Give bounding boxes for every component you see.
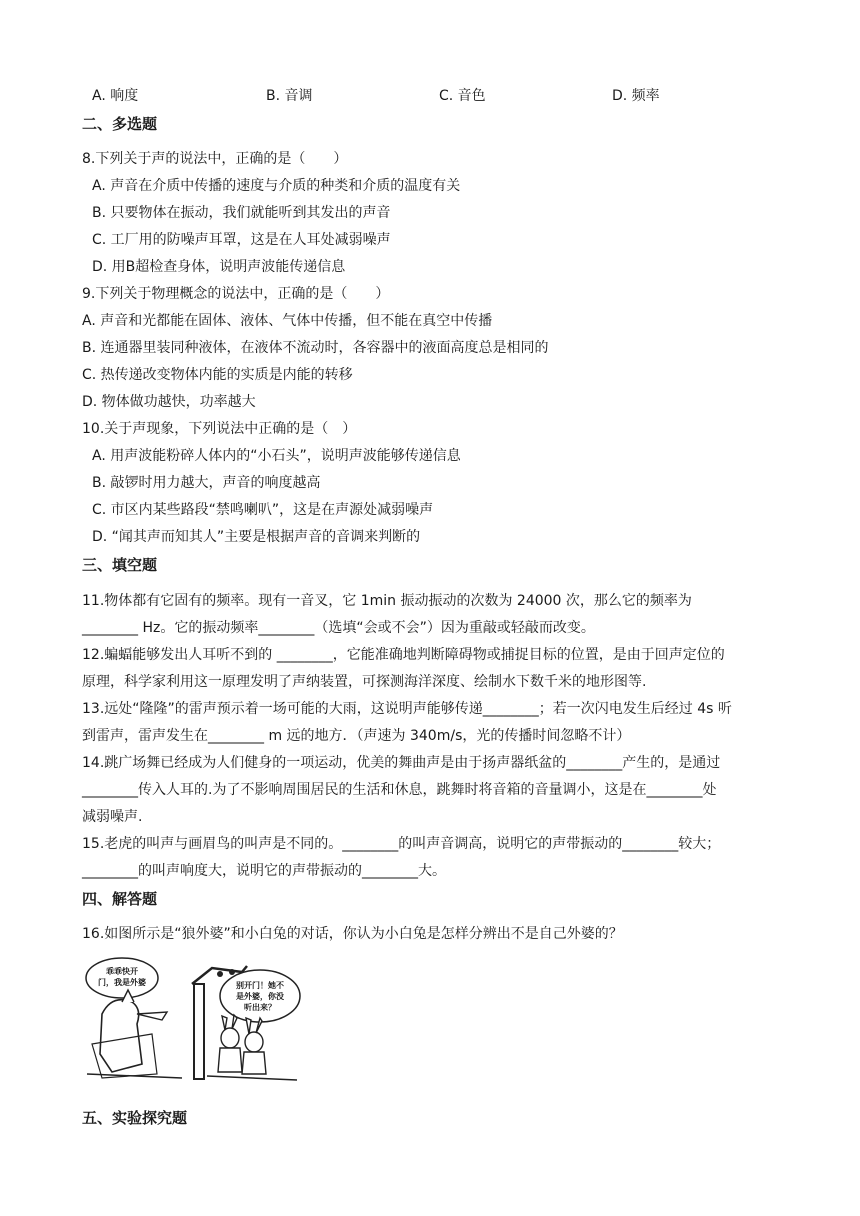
q15-line-2: ________的叫声响度大，说明它的声带振动的________大。	[82, 863, 446, 879]
q8-option-d: D. 用B超检查身体，说明声波能传递信息	[92, 259, 346, 275]
q10-option-b: B. 敲锣时用力越大，声音的响度越高	[92, 475, 321, 491]
roof-tile-1	[217, 971, 223, 977]
q10-option-d: D. “闻其声而知其人”主要是根据声音的音调来判断的	[92, 529, 421, 545]
wolf-bubble-line-1: 乖乖快开	[106, 967, 138, 976]
q14-line-3: 减弱噪声.	[82, 809, 143, 825]
q10-option-a: A. 用声波能粉碎人体内的“小石头”，说明声波能够传递信息	[92, 448, 461, 464]
q8-option-b: B. 只要物体在振动，我们就能听到其发出的声音	[92, 205, 391, 221]
rabbit-bubble-line-3: 听出来？	[244, 1003, 276, 1012]
cartoon-drawing	[82, 954, 302, 1084]
door-frame	[194, 984, 204, 1079]
q10-option-c: C. 市区内某些路段“禁鸣喇叭”，这是在声源处减弱噪声	[92, 502, 434, 518]
q9-stem: 9.下列关于物理概念的说法中，正确的是（ ）	[82, 286, 390, 302]
roof-tile-2	[229, 969, 235, 975]
q13-line-1: 13.远处“隆隆”的雷声预示着一场可能的大雨，这说明声能够传递________；若一次闪电发生后经过 4s 听	[82, 701, 732, 717]
rabbit-bubble-line-1: 别开门！她不	[236, 981, 284, 990]
q12-line-1: 12.蝙蝠能够发出人耳听不到的 ________，它能准确地判断障碍物或捕捉目标的位置，是由于回声定位的	[82, 647, 725, 663]
q15-line-1: 15.老虎的叫声与画眉鸟的叫声是不同的。________的叫声音调高，说明它的声带振动的________较大；	[82, 836, 721, 852]
ground-line-right	[207, 1076, 297, 1080]
q10-stem: 10.关于声现象，下列说法中正确的是（ ）	[82, 421, 357, 437]
section-heading-multiple-choice: 二、多选题	[82, 115, 158, 133]
q7-option-a: A. 响度	[92, 88, 139, 104]
q9-option-a: A. 声音和光都能在固体、液体、气体中传播，但不能在真空中传播	[82, 313, 493, 329]
q7-option-d: D. 频率	[612, 88, 660, 104]
q9-option-d: D. 物体做功越快，功率越大	[82, 394, 256, 410]
q8-stem: 8.下列关于声的说法中，正确的是（ ）	[82, 151, 348, 167]
wolf-body	[100, 1000, 142, 1072]
wolf-bubble-line-2: 门，我是外婆	[98, 978, 146, 987]
q8-option-c: C. 工厂用的防噪声耳罩，这是在人耳处减弱噪声	[92, 232, 391, 248]
q11-line-1: 11.物体都有它固有的频率。现有一音叉，它 1min 振动振动的次数为 24000 次，那么它的频率为	[82, 593, 692, 609]
q16-stem: 16.如图所示是“狼外婆”和小白兔的对话，你认为小白兔是怎样分辨出不是自己外婆的？	[82, 926, 623, 942]
q9-option-c: C. 热传递改变物体内能的实质是内能的转移	[82, 367, 353, 383]
wolf-snout	[137, 1012, 167, 1020]
q14-line-1: 14.跳广场舞已经成为人们健身的一项运动，优美的舞曲声是由于扬声器纸盆的________产生的，是通过	[82, 755, 721, 771]
q7-option-c: C. 音色	[439, 88, 486, 104]
section-heading-answer: 四、解答题	[82, 890, 158, 908]
q12-line-2: 原理，科学家利用这一原理发明了声纳装置，可探测海洋深度、绘制水下数千米的地形图等.	[82, 674, 647, 690]
q11-line-2: ________ Hz。它的振动频率________（选填“会或不会”）因为重敲或轻敲而改变。	[82, 620, 595, 636]
rabbit-bubble-line-2: 是外婆，你没	[236, 992, 284, 1001]
wolf-rabbit-cartoon	[82, 954, 302, 1084]
q14-line-2: ________传入人耳的.为了不影响周围居民的生活和休息，跳舞时将音箱的音量调小，这是在________处	[82, 782, 717, 798]
q8-option-a: A. 声音在介质中传播的速度与介质的种类和介质的温度有关	[92, 178, 461, 194]
section-heading-fill-blank: 三、填空题	[82, 556, 158, 574]
q13-line-2: 到雷声，雷声发生在________ m 远的地方．（声速为 340m/s，光的传播时间忽略不计）	[82, 728, 631, 744]
rabbit-left	[218, 1015, 242, 1072]
section-heading-experiment: 五、实验探究题	[82, 1109, 188, 1127]
rabbit-right	[242, 1018, 266, 1074]
q9-option-b: B. 连通器里装同种液体，在液体不流动时，各容器中的液面高度总是相同的	[82, 340, 549, 356]
q7-option-b: B. 音调	[266, 88, 313, 104]
